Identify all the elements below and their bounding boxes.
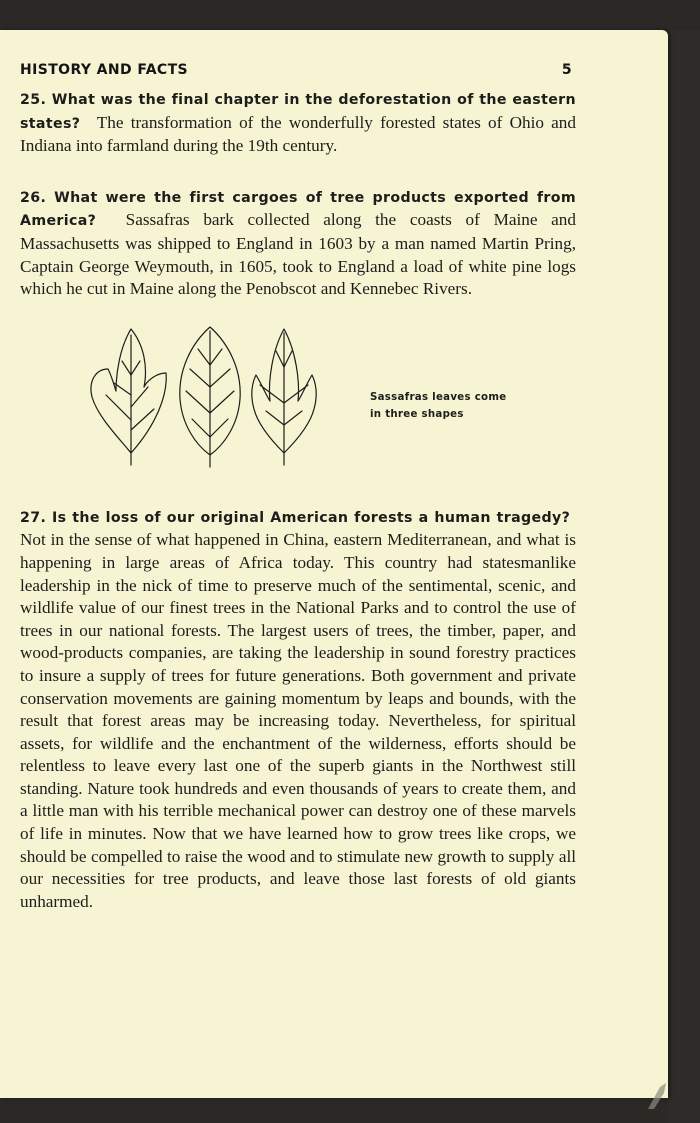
page-content (20, 88, 576, 913)
question-26: 26. What were the first cargoes of tree products exported from America? (20, 189, 576, 230)
question-25: 25. What was the final chapter in the deforestation of the eastern states? (20, 92, 576, 132)
caption-line-2: in three shapes (370, 408, 464, 420)
entry-27 (20, 506, 576, 914)
figure-caption (370, 389, 506, 423)
sassafras-leaves-illustration (86, 325, 326, 475)
question-27: 27. Is the loss of our original American forests a human tragedy? (20, 509, 576, 526)
mitten-leaf-icon (91, 329, 166, 465)
page-number: 5 (561, 62, 572, 78)
three-lobed-leaf-icon (252, 329, 316, 465)
book-spine-edge (668, 30, 700, 1123)
section-title: HISTORY AND FACTS (20, 62, 189, 78)
caption-line-1: Sassafras leaves come (370, 391, 507, 403)
answer-26: Sassafras bark collected along the coasts of Maine and Massachusetts was shipped to England in 1603 by a man named Martin Pring, Captain George Weymouth, in 1605, took to England a load of white pine logs which he cut in Maine along the Penobscot and Kennebec Rivers. (20, 210, 576, 299)
curled-corner-icon (646, 1081, 668, 1111)
oval-leaf-icon (180, 327, 240, 467)
answer-25: The transformation of the wonderfully forested states of Ohio and Indiana into farmland during the 19th century. (20, 112, 576, 156)
entry-25 (20, 88, 576, 158)
sassafras-figure (20, 301, 576, 506)
running-header (20, 62, 572, 78)
entry-26 (20, 186, 576, 301)
answer-27: Not in the sense of what happened in China, eastern Mediterranean, and what is happening in large areas of Africa today. This country had statesmanlike leadership in the nick of time to preserve much of the sentimental, scenic, and wildlife value of our finest trees in the National Parks and to control the use of trees in our national forests. The largest users of trees, the timber, paper, and wood-products companies, are taking the leadership in sound forestry practices to insure a supply of trees for future generations. Both government and private conservation movements are gaining momentum by leaps and bounds, with the result that forest areas may be increasing today. Nevertheless, for spiritual assets, for wildlife and the enchantment of the wilderness, efforts should be relentless to leave every last one of the superb giants in the Northwest still standing. Nature took hundreds and even thousands of years to create them, and a little man with his terrible mechanical power can destroy one of these marvels of life in minutes. Now that we have learned how to grow trees like crops, we should be compelled to raise the wood and to stimulate new growth to supply all our necessities for tree products, and leave those last forests of old giants unharmed. (20, 530, 576, 911)
